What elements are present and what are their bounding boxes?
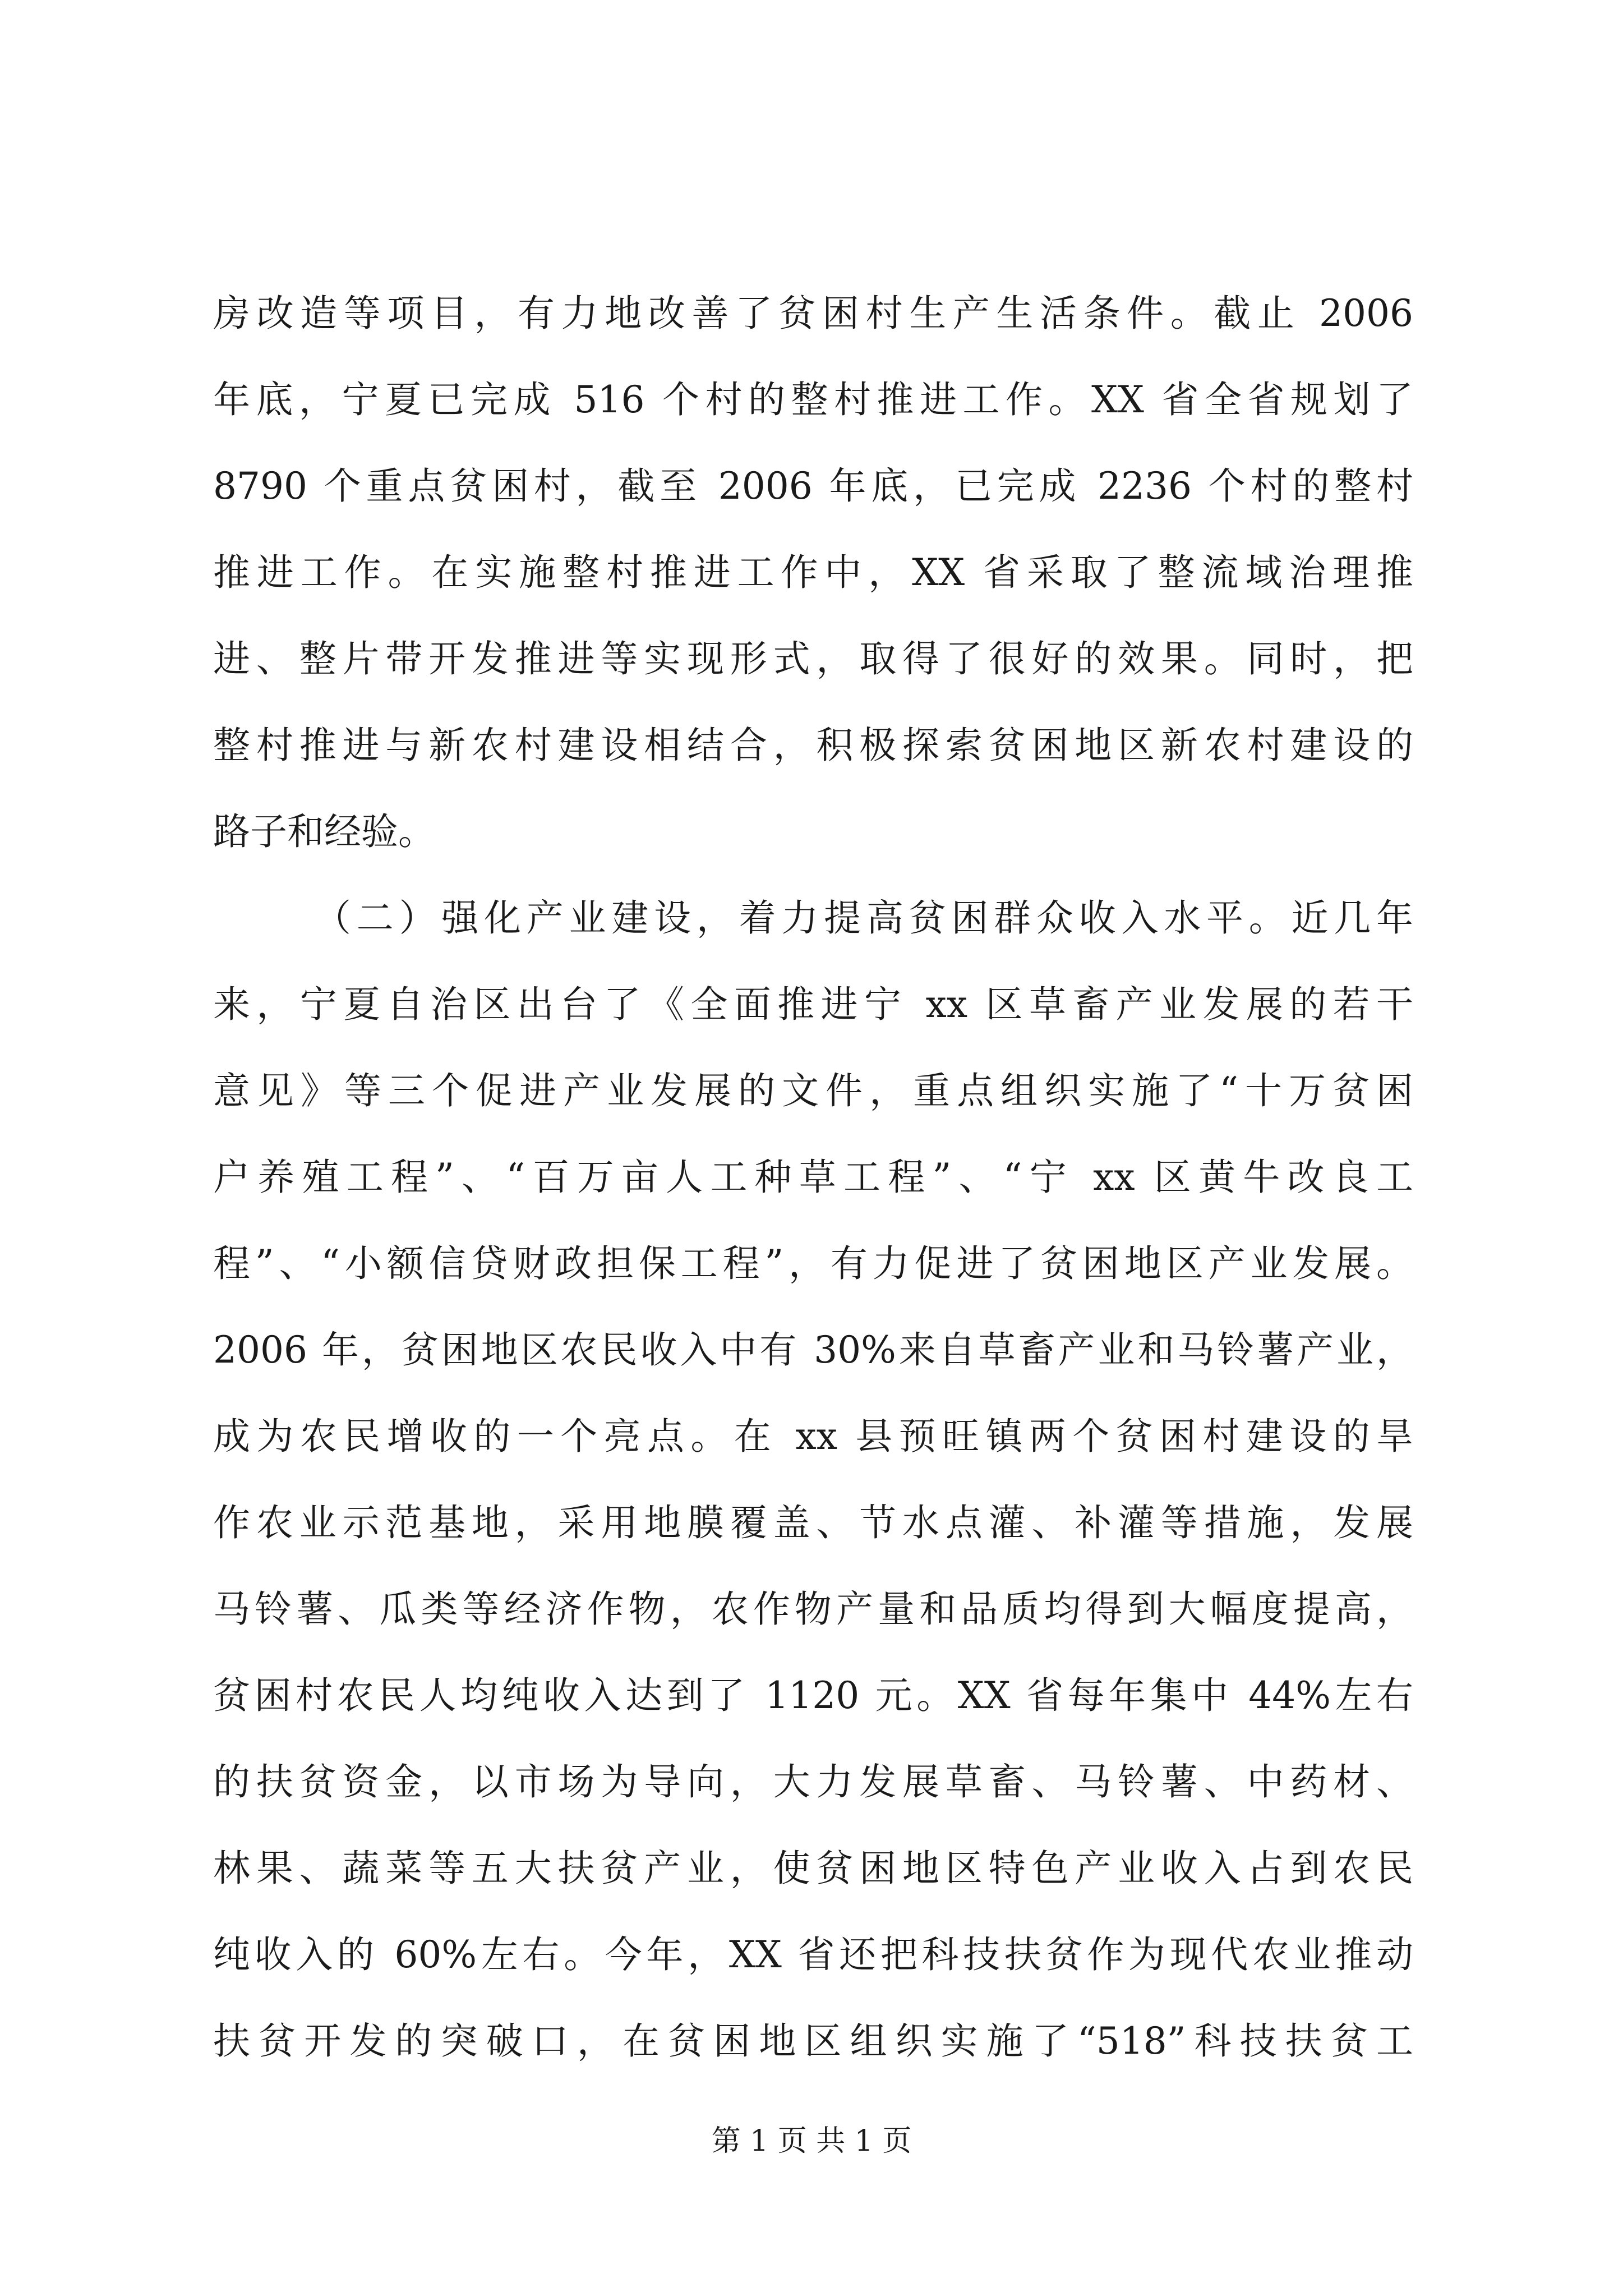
text-line: 进、整片带开发推进等实现形式，取得了很好的效果。同时，把 bbox=[213, 637, 1413, 680]
text-line: 推进工作。在实施整村推进工作中，XX 省采取了整流域治理推 bbox=[213, 551, 1413, 594]
text-line: 程”、“小额信贷财政担保工程”，有力促进了贫困地区产业发展。 bbox=[213, 1242, 1413, 1285]
text-line: 意见》等三个促进产业发展的文件，重点组织实施了“十万贫困 bbox=[213, 1069, 1413, 1112]
text-line: 来，宁夏自治区出台了《全面推进宁 xx 区草畜产业发展的若干 bbox=[213, 983, 1413, 1026]
text-line: 成为农民增收的一个亮点。在 xx 县预旺镇两个贫困村建设的旱 bbox=[213, 1415, 1413, 1458]
text-line: 纯收入的 60%左右。今年，XX 省还把科技扶贫作为现代农业推动 bbox=[213, 1933, 1413, 1976]
text-line: 户养殖工程”、“百万亩人工种草工程”、“宁 xx 区黄牛改良工 bbox=[213, 1156, 1413, 1199]
document-body bbox=[213, 270, 1413, 2085]
text-line: 的扶贫资金，以市场为导向，大力发展草畜、马铃薯、中药材、 bbox=[213, 1760, 1413, 1803]
text-line: 马铃薯、瓜类等经济作物，农作物产量和品质均得到大幅度提高， bbox=[213, 1588, 1413, 1631]
text-line: 2006 年，贫困地区农民收入中有 30%来自草畜产业和马铃薯产业， bbox=[213, 1328, 1413, 1372]
page-footer: 第 1 页 共 1 页 bbox=[711, 2124, 912, 2158]
text-line: 作农业示范基地，采用地膜覆盖、节水点灌、补灌等措施，发展 bbox=[213, 1501, 1413, 1544]
text-line: 8790 个重点贫困村，截至 2006 年底，已完成 2236 个村的整村 bbox=[213, 464, 1413, 508]
text-line: 年底，宁夏已完成 516 个村的整村推进工作。XX 省全省规划了 bbox=[213, 378, 1413, 421]
paragraph-heading-line: （二）强化产业建设，着力提高贫困群众收入水平。近几年 bbox=[314, 896, 1413, 940]
text-line: 贫困村农民人均纯收入达到了 1120 元。XX 省每年集中 44%左右 bbox=[213, 1674, 1413, 1717]
text-line: 林果、蔬菜等五大扶贫产业，使贫困地区特色产业收入占到农民 bbox=[213, 1847, 1413, 1890]
text-line: 整村推进与新农村建设相结合，积极探索贫困地区新农村建设的 bbox=[213, 724, 1413, 767]
text-line: 路子和经验。 bbox=[213, 810, 435, 853]
text-line: 扶贫开发的突破口，在贫困地区组织实施了“518”科技扶贫工 bbox=[213, 2019, 1413, 2063]
text-line: 房改造等项目，有力地改善了贫困村生产生活条件。截止 2006 bbox=[213, 292, 1413, 335]
